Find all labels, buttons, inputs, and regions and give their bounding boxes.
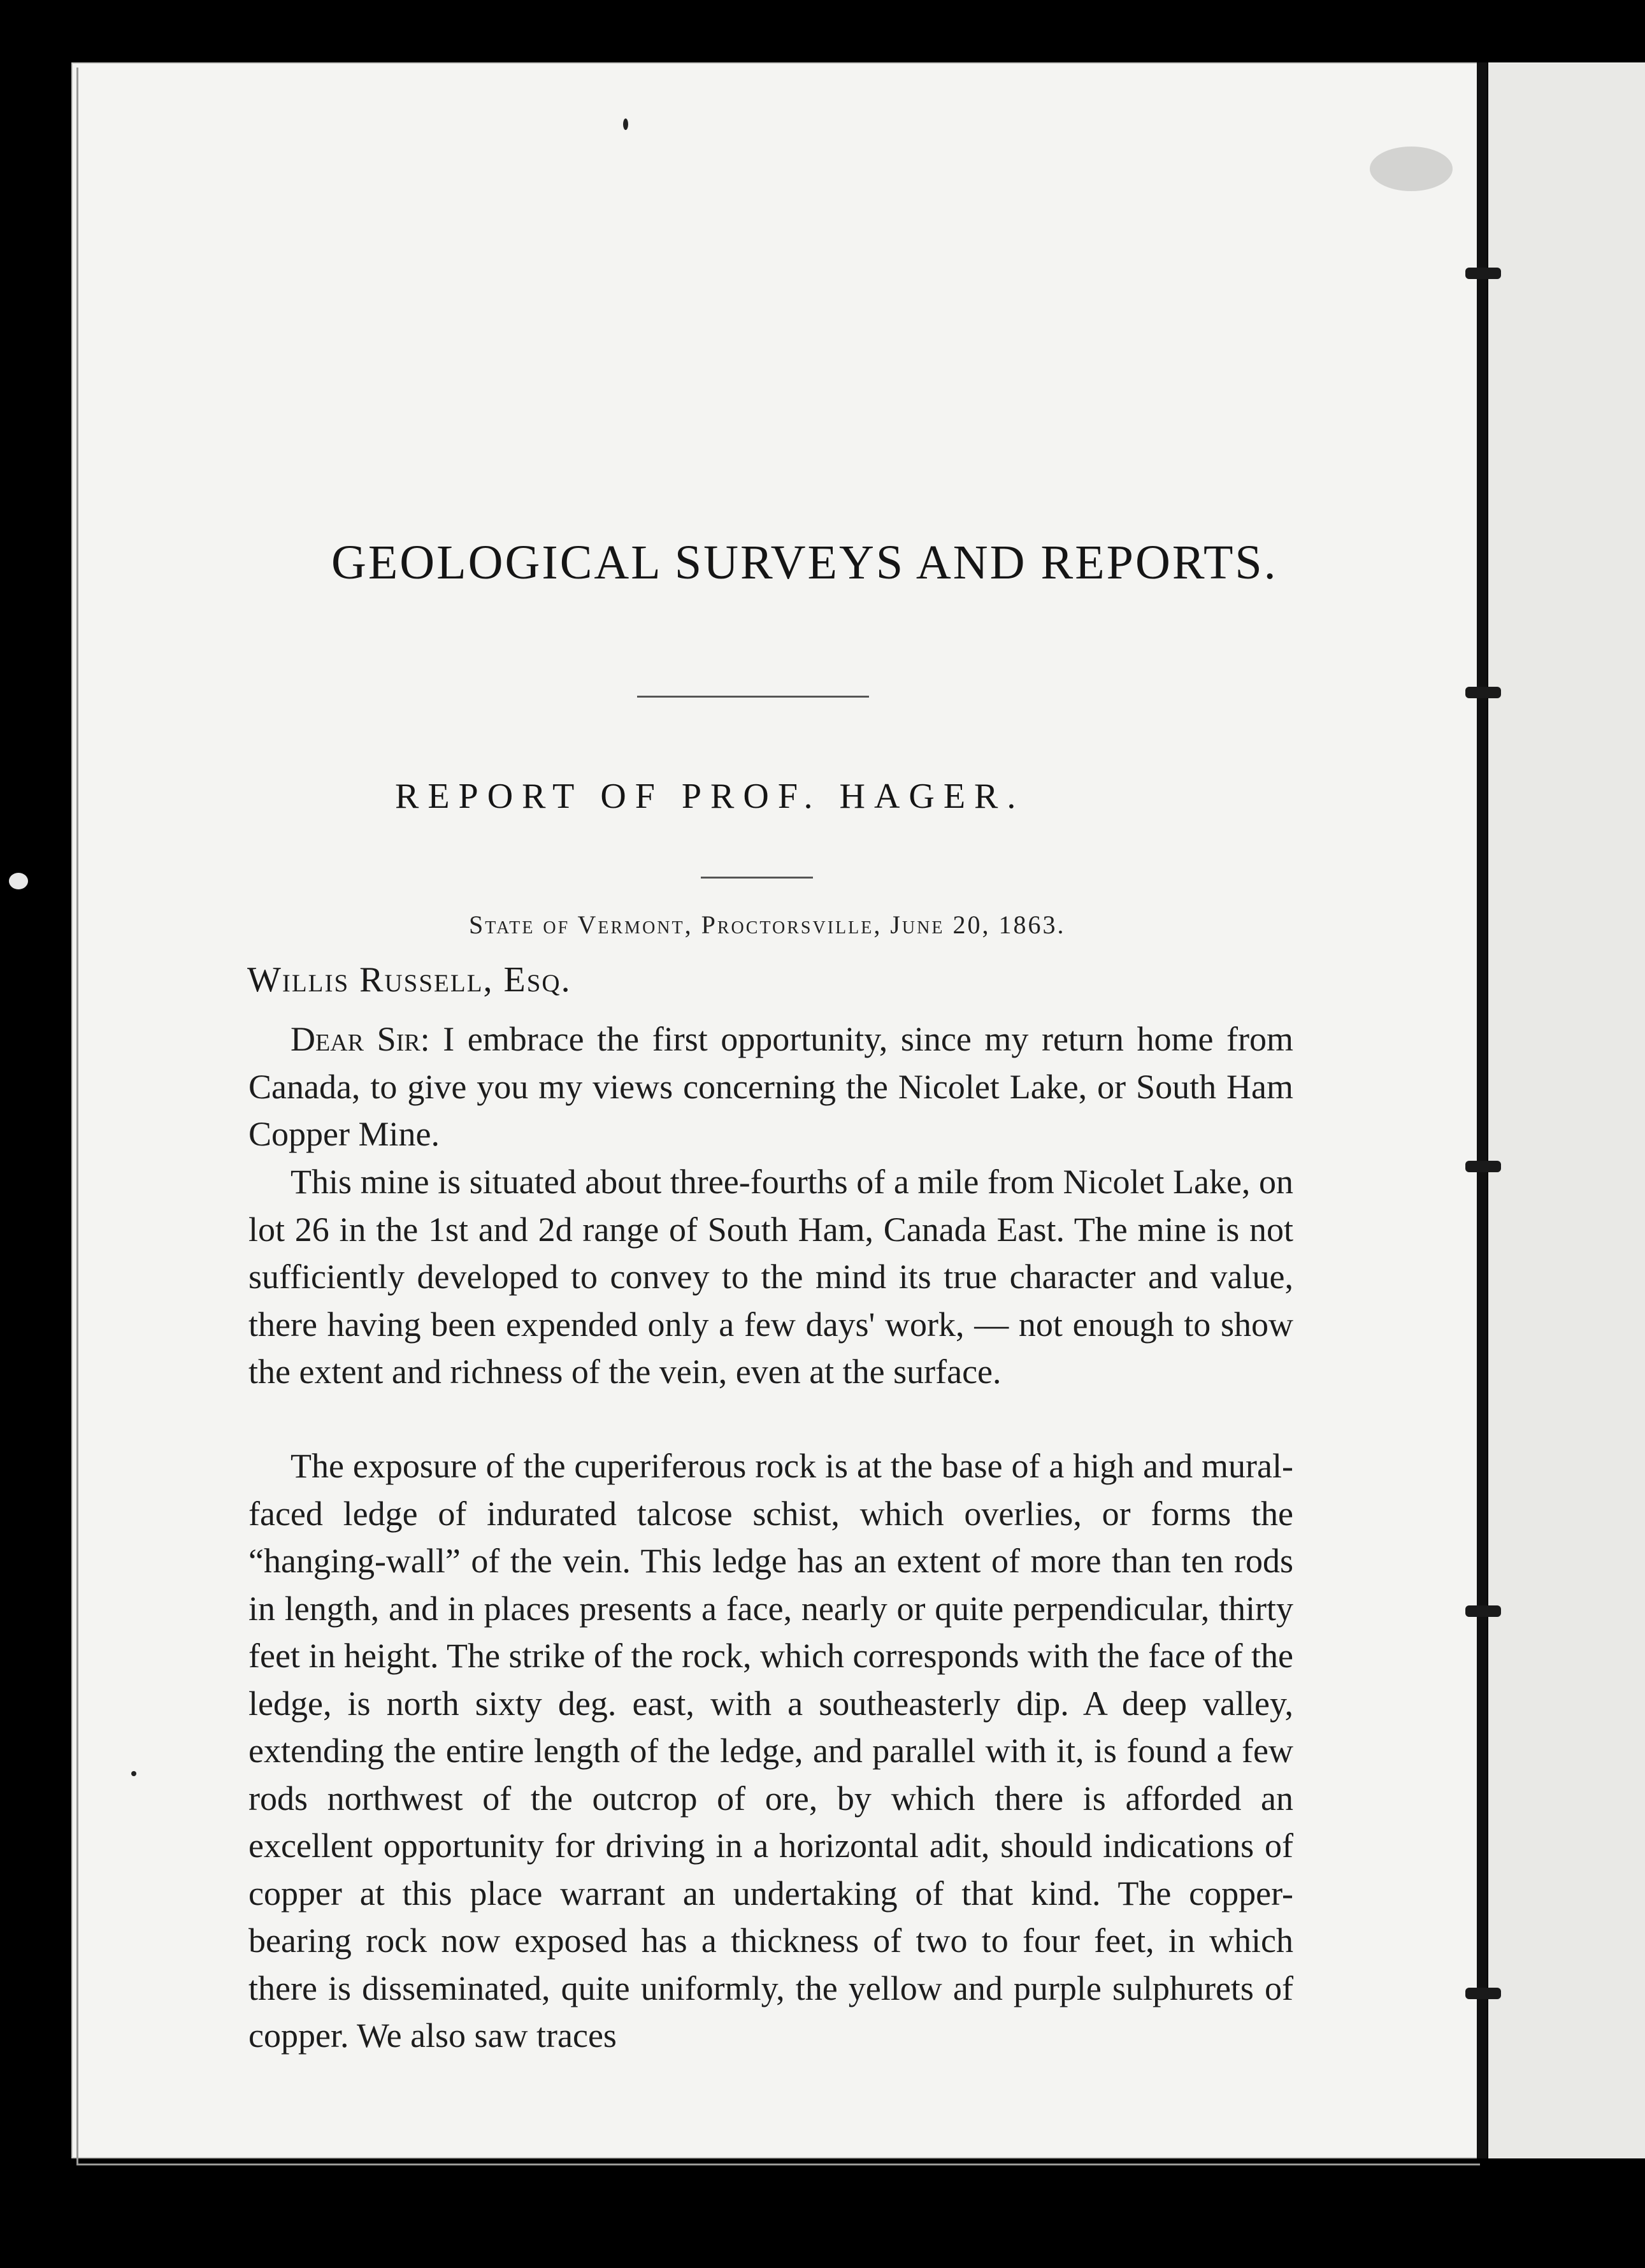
binding-stitch xyxy=(1465,268,1501,279)
letter-dateline: State of Vermont, Proctorsville, June 20, 1863. xyxy=(469,910,1066,939)
ink-speck xyxy=(623,118,628,130)
letter-paragraph-2: This mine is situated about three-fourths of a mile from Nicolet Lake, on lot 26 in the 1st and 2d range of South Ham, Canada East. The mine is not sufficiently developed to convey to the mind its true character and value, there having been expended only a few days' work, — not enough to show the extent and richness of the vein, even at the surface. xyxy=(248,1163,1293,1391)
document-title: GEOLOGICAL SURVEYS AND REPORTS. xyxy=(331,536,1278,589)
book-binding xyxy=(1477,62,1487,2158)
letter-paragraph-3: The exposure of the cuperiferous rock is at the base of a high and mural-faced ledge of indurated talcose schist, which overlies, or forms the “hanging-wall” of the vein. This ledge has an extent of more than ten rods in length, and in places presents a face, nearly or quite perpendicular, thirty feet in height. The strike of the rock, which corresponds with the face of the ledge, is north sixty deg. east, with a southeasterly dip. A deep valley, extending the entire length of the ledge, and parallel with it, is found a few rods northwest of the outcrop of ore, by which there is afforded an excellent opportunity for driving in a horizontal adit, should indications of copper at this place warrant an undertaking of that kind. The copper-bearing rock now exposed has a thickness of two to four feet, in which there is disseminated, quite uniformly, the yellow and purple sulphurets of copper. We also saw traces xyxy=(248,1447,1293,2055)
report-heading: REPORT OF PROF. HAGER. xyxy=(395,777,1025,816)
facing-page-edge xyxy=(1488,62,1645,2158)
heading-divider xyxy=(701,877,813,879)
scan-artifact xyxy=(9,873,28,889)
paper-stain xyxy=(1370,147,1453,191)
paragraph-text: : I embrace the first opportunity, since my return home from Canada, to give you my views concerning the Nicolet Lake, or South Ham Copper Mine. xyxy=(248,1020,1293,1153)
binding-stitch xyxy=(1465,687,1501,698)
letter-paragraph-1 xyxy=(248,1016,1293,1158)
letter-greeting: Dear Sir xyxy=(291,1020,420,1058)
title-divider xyxy=(637,696,869,698)
binding-stitch xyxy=(1465,1161,1501,1172)
ink-speck xyxy=(131,1771,136,1776)
letter-recipient: Willis Russell, Esq. xyxy=(247,960,571,1000)
binding-stitch xyxy=(1465,1988,1501,1999)
binding-stitch xyxy=(1465,1605,1501,1617)
